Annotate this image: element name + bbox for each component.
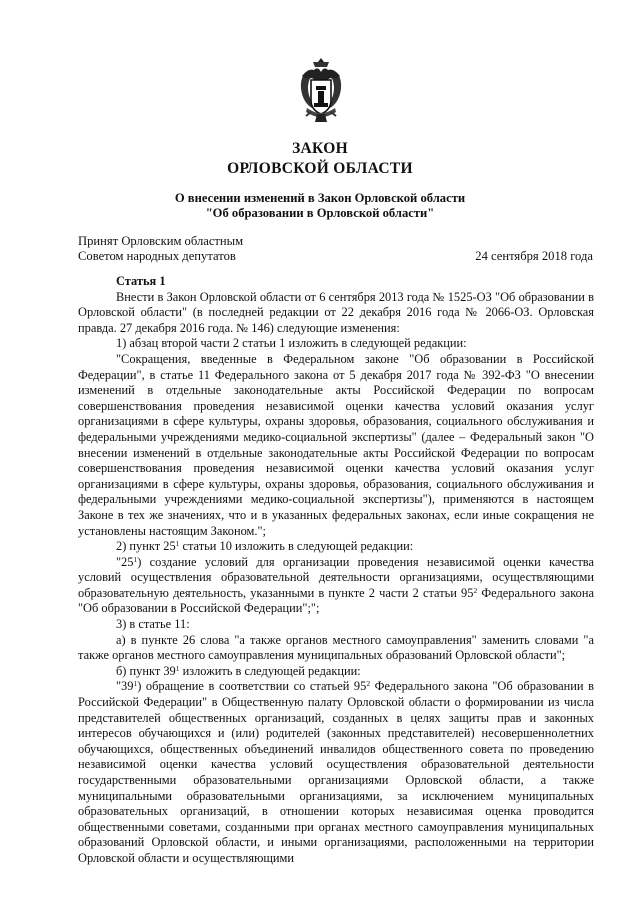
paragraph-item3b-text bbox=[78, 679, 594, 866]
item2-text-b: статьи 10 изложить в следующей редакции: bbox=[179, 539, 414, 554]
region-title: ОРЛОВСКОЙ ОБЛАСТИ bbox=[227, 160, 413, 177]
item2-body-sup1: 1 bbox=[133, 554, 138, 564]
adoption-block bbox=[78, 234, 243, 264]
article-heading: Статья 1 bbox=[116, 274, 166, 288]
law-subtitle-line2: "Об образовании в Орловской области" bbox=[205, 206, 435, 220]
paragraph-item2-text bbox=[78, 555, 594, 617]
paragraph-item3b bbox=[78, 664, 594, 680]
item2-text-a: 2) пункт 25 bbox=[116, 539, 176, 554]
item3b-body-a: "39 bbox=[116, 679, 134, 694]
item3b-body-sup2: 2 bbox=[366, 679, 371, 689]
law-subtitle-line1: О внесении изменений в Закон Орловской области bbox=[174, 191, 466, 205]
item2-body-sup2: 2 bbox=[473, 585, 478, 595]
paragraph-item1-text: "Сокращения, введенные в Федеральном законе "Об образовании в Российской Федерации", в статье 11 Федерального закона от 5 декабря 2017 года № 392-ФЗ "О внесении изменений в отдельные законодательные акты Российской Федерации по вопросам совершенствования проведения независимой оценки качества условий оказания услуг организациями в сфере культуры, охраны здоровья, образования, социального обслуживания и федеральными учреждениями медико-социальной экспертизы" (далее – Федеральный закон "О внесении изменений в отдельные законодательные акты Российской Федерации по вопросам совершенствования проведения независимой оценки качества условий оказания услуг организациями в сфере культуры, охраны здоровья, образования, социального обслуживания и федеральными учреждениями медико-социальной экспертизы"), применяются в настоящем Законе в тех же значениях, что и в указанных федеральных законах, если иные сокращения не установлены настоящим Законом."; bbox=[78, 351, 594, 538]
paragraph-item2 bbox=[78, 539, 594, 555]
item3b-body-sup1: 1 bbox=[133, 679, 138, 689]
item3b-text-a: б) пункт 39 bbox=[116, 663, 176, 678]
item2-body-a: "25 bbox=[116, 554, 134, 569]
paragraph-intro: Внести в Закон Орловской области от 6 сентября 2013 года № 1525-ОЗ "Об образовании в Орловской области" (в последней редакции от 22 декабря 2016 года № 2066-ОЗ. Орловская правда. 27 декабря 2016 года. № 146) следующие изменения: bbox=[78, 289, 594, 335]
paragraph-item3a: а) в пункте 26 слова "а также органов местного самоуправления" заменить словами "а также органов местного самоуправления муниципальных образований Орловской области"; bbox=[78, 632, 594, 663]
item2-sup: 1 bbox=[175, 539, 180, 549]
law-title: ЗАКОН bbox=[292, 140, 348, 157]
item3b-sup: 1 bbox=[175, 663, 180, 673]
adoption-line2: Советом народных депутатов bbox=[78, 249, 236, 263]
item2-body-b: ) создание условий для организации проведения независимой оценки качества условий осуществления образовательной деятельности организациями, осуществляющими образовательную деятельность, указанными в пункте 2 части 2 статьи 95 bbox=[78, 554, 594, 600]
coat-of-arms-emblem bbox=[298, 56, 344, 126]
paragraph-item1: 1) абзац второй части 2 статьи 1 изложить в следующей редакции: bbox=[116, 336, 467, 351]
item3b-body-c: Федерального закона "Об образовании в Российской Федерации" в Общественную палату Орловской области о формировании из числа представителей общественных организаций, созданных в целях защиты прав и законных интересов обучающихся и (или) родителей (законных представителей) несовершеннолетних обучающихся, общественных объединений инвалидов общественного совета по проведению независимой оценки качества условий осуществления образовательной деятельности государственными образовательными организациями Орловской области, а также муниципальными образовательными организациями, за исключением муниципальных образовательных организаций, в отношении которых независимая оценка проводится общественными советами, созданными при органах местного самоуправления муниципальных образований Орловской области, и иными организациями, расположенными на территории Орловской области и осуществляющими bbox=[78, 679, 594, 865]
paragraph-item3: 3) в статье 11: bbox=[116, 617, 190, 632]
item3b-text-b: изложить в следующей редакции: bbox=[179, 663, 361, 678]
item3b-body-b: ) обращение в соответствии со статьей 95 bbox=[137, 679, 367, 694]
adoption-line1: Принят Орловским областным bbox=[78, 234, 244, 248]
adoption-date: 24 сентября 2018 года bbox=[475, 249, 593, 263]
item2-body-c: Федерального закона "Об образовании в Российской Федерации";"; bbox=[78, 585, 594, 616]
article-body bbox=[78, 274, 594, 867]
